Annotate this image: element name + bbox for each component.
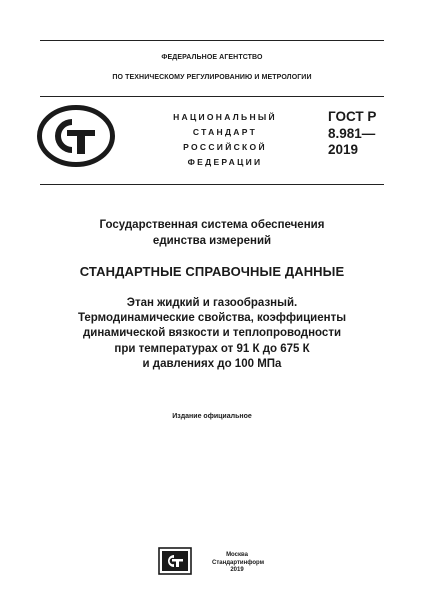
title-divider (40, 184, 384, 185)
gost-r-emblem-icon (37, 105, 115, 167)
publisher-name: Стандартинформ (212, 559, 265, 566)
subject-line: Этан жидкий и газообразный. (126, 297, 298, 309)
subject-line: при температурах от 91 К до 675 К (114, 342, 310, 355)
designation-line: ГОСТ Р (328, 109, 377, 124)
system-title-line: единства измерений (152, 234, 272, 247)
top-rule (40, 40, 384, 41)
national-standard-label (150, 110, 300, 170)
designation-line: 2019 (328, 142, 359, 157)
national-line: ФЕДЕРАЦИИ (187, 157, 263, 167)
designation-line: 8.981— (328, 125, 376, 141)
subject-line: динамической вязкости и теплопроводности (82, 327, 342, 340)
national-line: РОССИЙСКОЙ (183, 142, 267, 152)
main-title: СТАНДАРТНЫЕ СПРАВОЧНЫЕ ДАННЫЕ (79, 264, 345, 279)
publisher-city: Москва (226, 552, 248, 558)
standard-designation (328, 109, 376, 159)
subject-line: и давлениях до 100 МПа (142, 357, 282, 370)
subject-title (20, 296, 404, 372)
national-line: НАЦИОНАЛЬНЫЙ (173, 112, 277, 122)
national-line: СТАНДАРТ (192, 127, 258, 137)
standartinform-logo-icon (158, 547, 192, 575)
subject-line: Термодинамические свойства, коэффициенты (77, 312, 347, 325)
edition-label: Издание официальное (172, 413, 252, 420)
system-title-line: Государственная система обеспечения (99, 219, 325, 231)
publisher-info (212, 552, 265, 575)
header-divider (40, 96, 384, 97)
agency-line-2: ПО ТЕХНИЧЕСКОМУ РЕГУЛИРОВАНИЮ И МЕТРОЛОГИИ (112, 74, 312, 81)
publisher-year: 2019 (230, 567, 244, 573)
agency-line-1: ФЕДЕРАЛЬНОЕ АГЕНТСТВО (161, 54, 263, 61)
system-title (20, 218, 404, 249)
